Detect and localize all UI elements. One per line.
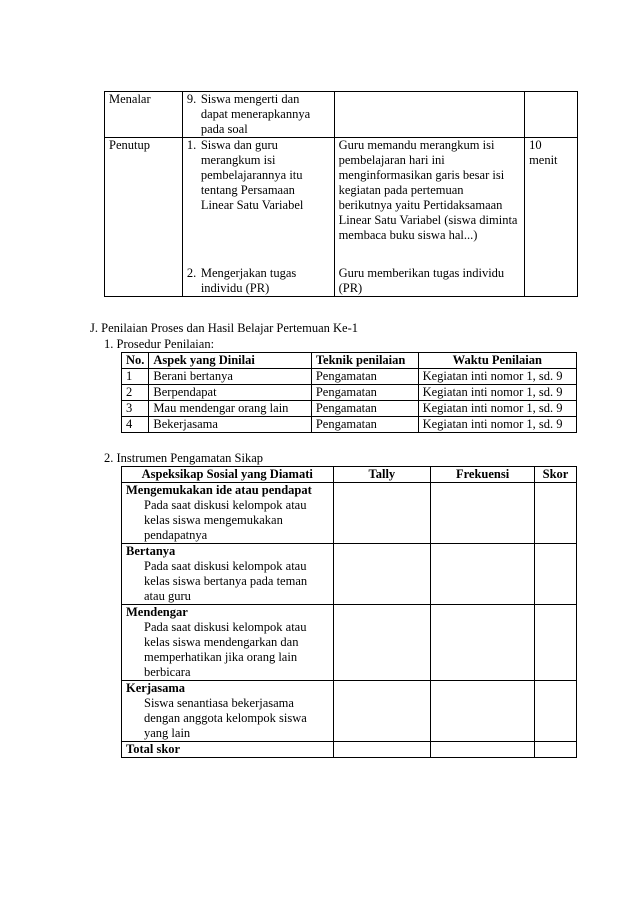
total-row [122,742,577,758]
activity-cell [182,138,334,297]
aspect-description: Pada saat diskusi kelompok atau kelas siswa mengemukakan pendapatnya [144,498,307,542]
teacher-activity-cell: Guru memandu merangkum isi pembelajaran hari ini menginformasikan garis besar isi kegiatan pada pertemuan berikutnya yaitu Pertidaksamaan Linear Satu Variabel (siswa diminta membaca buku siswa hal...) Guru memberikan tugas individu (PR) [334,138,524,297]
table-row: 4 Bekerjasama Pengamatan Kegiatan inti nomor 1, sd. 9 [122,417,577,433]
list-item: 2. Mengerjakan tugas individu (PR) [186,266,297,295]
table-row: 2 Berpendapat Pengamatan Kegiatan inti nomor 1, sd. 9 [122,385,577,401]
aspect-description: Siswa senantiasa bekerjasama dengan anggota kelompok siswa yang lain [144,696,307,740]
column-header: No. [122,353,149,369]
column-header: Teknik penilaian [311,353,418,369]
aspect-description: Pada saat diskusi kelompok atau kelas siswa mendengarkan dan memperhatikan jika orang lain berbicara [144,620,307,679]
column-header: Aspeksikap Sosial yang Diamati [122,467,334,483]
column-header: Skor [535,467,577,483]
attitude-observation-table [121,466,577,758]
table-row [122,605,577,681]
list-item: 9. Siswa mengerti dan dapat menerapkannya pada soal [186,92,311,136]
aspect-title: Bertanya [126,544,176,558]
aspect-title: Kerjasama [126,681,186,695]
table-row: 3 Mau mendengar orang lain Pengamatan Kegiatan inti nomor 1, sd. 9 [122,401,577,417]
time-cell: 10 menit [525,138,578,297]
phase-cell: Menalar [105,92,183,138]
table-row [122,681,577,742]
procedure-table [121,352,577,433]
section-heading: J. Penilaian Proses dan Hasil Belajar Pertemuan Ke-1 [90,321,358,335]
table-row [105,92,578,138]
table-header-row [122,467,577,483]
table-header-row [122,353,577,369]
phase-cell: Penutup [105,138,183,297]
aspect-description: Pada saat diskusi kelompok atau kelas siswa bertanya pada teman atau guru [144,559,308,603]
column-header: Tally [333,467,431,483]
aspect-title: Mendengar [126,605,188,619]
aspect-title: Mengemukakan ide atau pendapat [126,483,312,497]
lesson-activity-table [104,91,578,297]
table-row [122,483,577,544]
total-label: Total skor [122,742,334,758]
table-row: 1 Berani bertanya Pengamatan Kegiatan inti nomor 1, sd. 9 [122,369,577,385]
teacher-activity-cell [334,92,524,138]
column-header: Aspek yang Dinilai [149,353,311,369]
subsection-heading: 1. Prosedur Penilaian: [104,337,215,351]
table-row [105,138,578,297]
table-row [122,544,577,605]
column-header: Waktu Penilaian [418,353,576,369]
subsection-heading: 2. Instrumen Pengamatan Sikap [104,451,263,465]
time-cell [525,92,578,138]
column-header: Frekuensi [431,467,535,483]
list-item: 1. Siswa dan guru merangkum isi pembelajarannya itu tentang Persamaan Linear Satu Variabel [186,138,304,212]
activity-cell [182,92,334,138]
